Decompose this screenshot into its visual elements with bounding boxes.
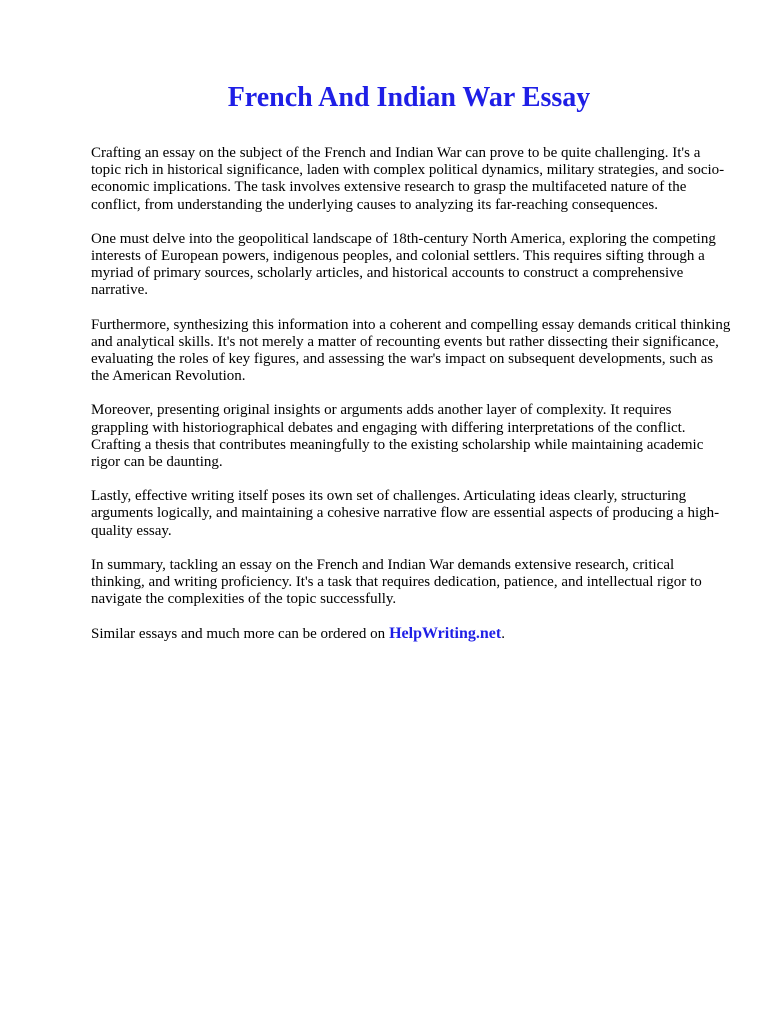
paragraph-2: One must delve into the geopolitical landscape of 18th-century North America, exploring the competing interests of European powers, indigenous peoples, and colonial settlers. This requires sifting through a myriad of primary sources, scholarly articles, and historical accounts to construct a comprehensive narrative. (91, 230, 716, 299)
paragraph-1: Crafting an essay on the subject of the French and Indian War can prove to be quite challenging. It's a topic rich in historical significance, laden with complex political dynamics, military strategies, and socio-economic implications. The task involves extensive research to grasp the multifaceted nature of the conflict, from understanding the underlying causes to analyzing its far-reaching consequences. (91, 145, 725, 213)
paragraph-5: Lastly, effective writing itself poses its own set of challenges. Articulating ideas clearly, structuring arguments logically, and maintaining a cohesive narrative flow are essential aspects of producing a high-quality essay. (91, 488, 720, 539)
footer-text: Similar essays and much more can be ordered on (91, 626, 386, 643)
footer-line (91, 625, 731, 643)
page-title: French And Indian War Essay (227, 82, 591, 113)
paragraph-4: Moreover, presenting original insights or arguments adds another layer of complexity. It requires grappling with historiographical debates and engaging with differing interpretations of the conflict. Crafting a thesis that contributes meaningfully to the existing scholarship while maintaining academic rigor can be daunting. (91, 402, 704, 471)
footer-period: . (501, 626, 505, 643)
paragraph-3: Furthermore, synthesizing this information into a coherent and compelling essay demands critical thinking and analytical skills. It's not merely a matter of recounting events but rather dissecting their significance, evaluating the roles of key figures, and assessing the war's impact on subsequent developments, such as the American Revolution. (91, 316, 731, 385)
paragraph-6: In summary, tackling an essay on the French and Indian War demands extensive research, critical thinking, and writing proficiency. It's a task that requires dedication, patience, and intellectual rigor to navigate the complexities of the topic successfully. (91, 556, 702, 608)
essay-body (91, 145, 731, 644)
helpwriting-link[interactable]: HelpWriting.net (389, 625, 502, 643)
